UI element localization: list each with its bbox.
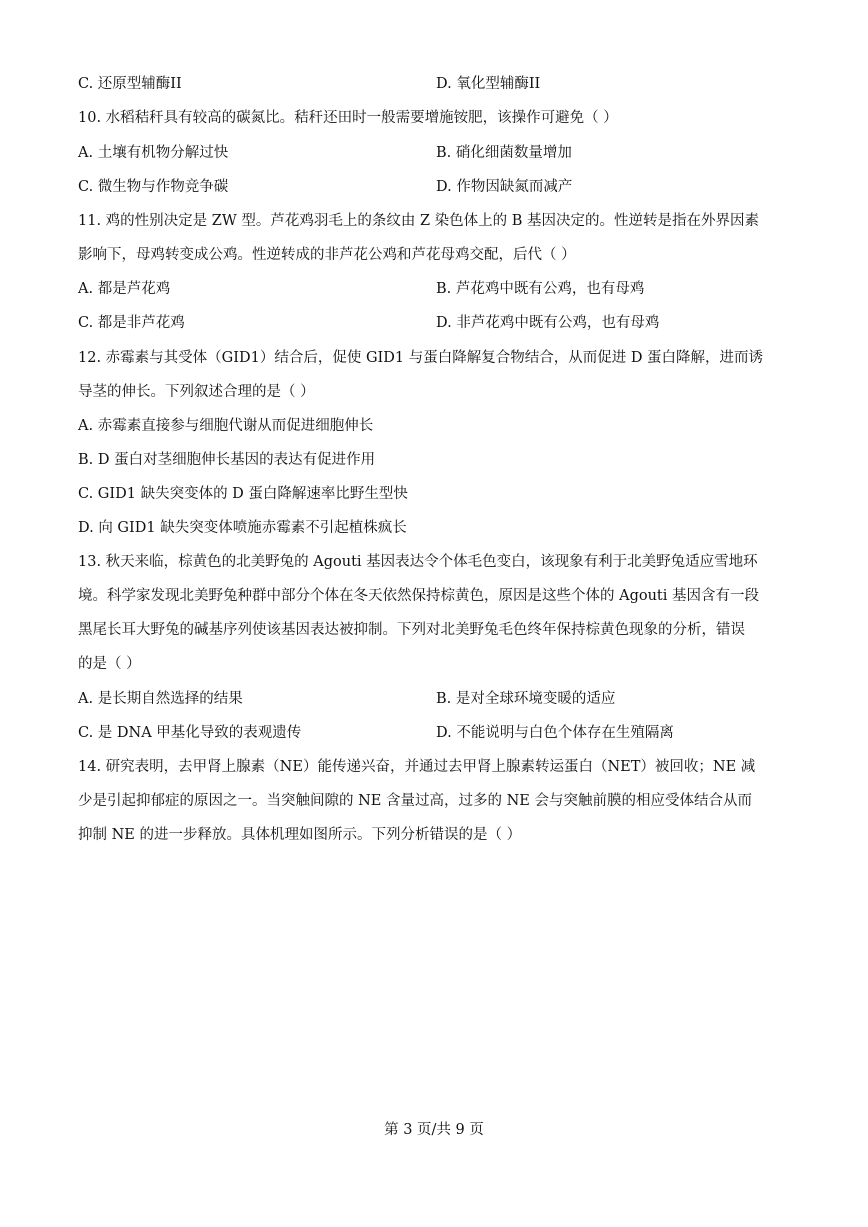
q12-option-a: A. 赤霉素直接参与细胞代谢从而促进细胞伸长 [78, 418, 374, 434]
q13-stem-line-2: 境。科学家发现北美野兔种群中部分个体在冬天依然保持棕黄色，原因是这些个体的 Agouti 基因含有一段 [78, 588, 760, 604]
q13-option-a: A. 是长期自然选择的结果 [78, 691, 243, 707]
q11-stem-line-2: 影响下，母鸡转变成公鸡。性逆转成的非芦花公鸡和芦花母鸡交配，后代（ ） [78, 247, 576, 263]
q13-option-b: B. 是对全球环境变暖的适应 [436, 691, 616, 707]
q9-option-d: D. 氧化型辅酶II [436, 76, 541, 92]
q12-stem-line-1: 12. 赤霉素与其受体（GID1）结合后，促使 GID1 与蛋白降解复合物结合，从而促进 D 蛋白降解，进而诱 [78, 350, 764, 366]
q10-option-c: C. 微生物与作物竞争碳 [78, 179, 229, 195]
q11-option-b: B. 芦花鸡中既有公鸡，也有母鸡 [436, 281, 645, 297]
q10-options-row-ab [78, 143, 788, 163]
q14-stem-line-2: 少是引起抑郁症的原因之一。当突触间隙的 NE 含量过高，过多的 NE 会与突触前膜的相应受体结合从而 [78, 793, 752, 809]
q13-stem-line-1: 13. 秋天来临，棕黄色的北美野兔的 Agouti 基因表达令个体毛色变白，该现象有利于北美野兔适应雪地环 [78, 554, 758, 570]
q14-stem-line-1: 14. 研究表明，去甲肾上腺素（NE）能传递兴奋，并通过去甲肾上腺素转运蛋白（NET）被回收；NE 减 [78, 759, 756, 775]
q13-options-row-cd [78, 723, 788, 743]
q10-option-b: B. 硝化细菌数量增加 [436, 145, 572, 161]
q11-options-row-cd [78, 313, 788, 333]
q9-options-row-cd [78, 74, 788, 94]
q13-option-c: C. 是 DNA 甲基化导致的表观遗传 [78, 725, 302, 741]
q12-option-b: B. D 蛋白对茎细胞伸长基因的表达有促进作用 [78, 452, 376, 468]
q10-options-row-cd [78, 177, 788, 197]
q14-stem-line-3: 抑制 NE 的进一步释放。具体机理如图所示。下列分析错误的是（ ） [78, 827, 522, 843]
q12-stem-line-2: 导茎的伸长。下列叙述合理的是（ ） [78, 384, 315, 400]
q9-option-c: C. 还原型辅酶II [78, 76, 182, 92]
q13-option-d: D. 不能说明与白色个体存在生殖隔离 [436, 725, 674, 741]
q11-option-a: A. 都是芦花鸡 [78, 281, 171, 297]
q11-option-c: C. 都是非芦花鸡 [78, 315, 185, 331]
q11-option-d: D. 非芦花鸡中既有公鸡，也有母鸡 [436, 315, 660, 331]
q10-option-d: D. 作物因缺氮而减产 [436, 179, 573, 195]
q10-option-a: A. 土壤有机物分解过快 [78, 145, 229, 161]
q11-stem-line-1: 11. 鸡的性别决定是 ZW 型。芦花鸡羽毛上的条纹由 Z 染色体上的 B 基因决定的。性逆转是指在外界因素 [78, 213, 760, 229]
q12-option-c: C. GID1 缺失突变体的 D 蛋白降解速率比野生型快 [78, 486, 408, 502]
q13-options-row-ab [78, 689, 788, 709]
q13-stem-line-4: 的是（ ） [78, 656, 141, 672]
q13-stem-line-3: 黑尾长耳大野兔的碱基序列使该基因表达被抑制。下列对北美野兔毛色终年保持棕黄色现象的分析，错误 [78, 622, 745, 638]
page-number-footer: 第 3 页/共 9 页 [384, 1122, 484, 1138]
q11-options-row-ab [78, 279, 788, 299]
q10-stem-line-1: 10. 水稻秸秆具有较高的碳氮比。秸秆还田时一般需要增施铵肥，该操作可避免（ ） [78, 110, 618, 126]
q12-option-d: D. 向 GID1 缺失突变体喷施赤霉素不引起植株疯长 [78, 520, 407, 536]
